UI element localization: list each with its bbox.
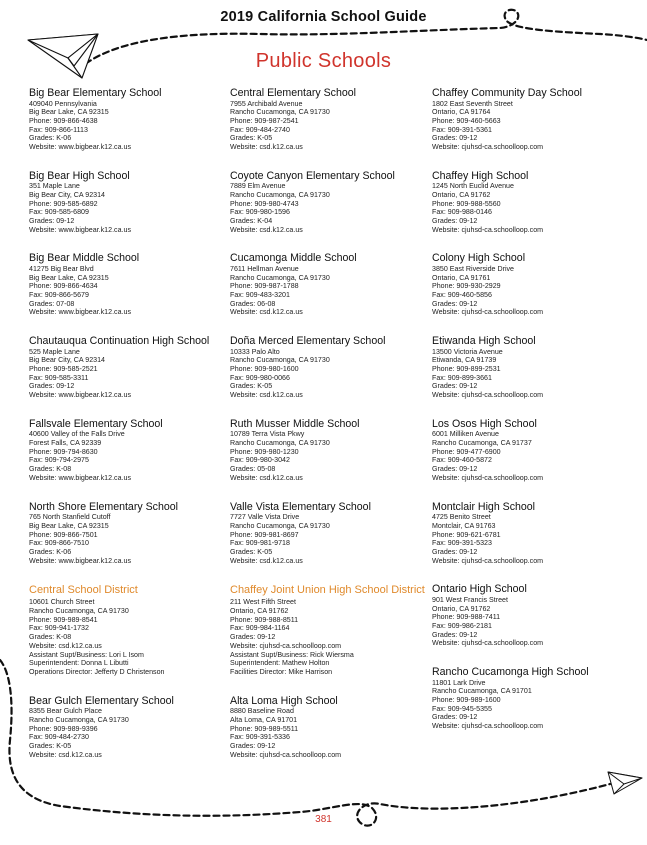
school-name: Chaffey Community Day School xyxy=(432,87,582,99)
entry-detail-line: Fax: 909-866-7510 xyxy=(29,539,89,548)
entry-detail-line: Fax: 909-941-1732 xyxy=(29,624,89,633)
school-entry xyxy=(29,501,225,566)
entry-detail-line: 10601 Church Street xyxy=(29,598,95,607)
district-name: Central School District xyxy=(29,584,138,597)
guide-title: 2019 California School Guide xyxy=(220,9,427,25)
school-name: North Shore Elementary School xyxy=(29,500,178,513)
entry-detail-line: Assistant Supt/Business: Rick Wiersma xyxy=(230,650,354,659)
school-entry xyxy=(29,418,225,483)
entry-detail-line: Rancho Cucamonga, CA 91730 xyxy=(230,521,330,530)
entry-detail-line: 211 West Fifth Street xyxy=(230,598,296,607)
entry-detail-line: Forest Falls, CA 92339 xyxy=(29,439,102,448)
school-name: Ontario High School xyxy=(432,583,527,596)
school-entry xyxy=(230,695,426,760)
entry-detail-line: Big Bear City, CA 92314 xyxy=(29,190,105,199)
entry-detail-line: Fax: 909-980-1596 xyxy=(230,208,290,217)
school-name: Central Elementary School xyxy=(230,87,357,99)
entry-detail-line: Ontario, CA 91762 xyxy=(432,604,491,613)
entry-detail-line: 7727 Valle Vista Drive xyxy=(230,513,300,522)
entry-detail-line: Phone: 909-980-1230 xyxy=(230,447,299,456)
school-name: Cucamonga Middle School xyxy=(230,252,357,265)
school-entry xyxy=(29,170,225,235)
entry-detail-line: Phone: 909-477-6900 xyxy=(432,447,501,456)
entry-detail-line: 1802 East Seventh Street xyxy=(432,99,513,108)
entry-detail-line: Fax: 909-391-5323 xyxy=(432,539,492,548)
entry-detail-line: Fax: 909-945-5355 xyxy=(432,704,492,713)
entry-detail-line: Website: cjuhsd-ca.schoolloop.com xyxy=(432,308,544,317)
entry-detail-line: Grades: 09-12 xyxy=(432,465,478,474)
entry-detail-line: 525 Maple Lane xyxy=(29,347,80,356)
entry-detail-line: Facilities Director: Mike Harrison xyxy=(230,667,333,676)
entry-detail-line: Phone: 909-989-1600 xyxy=(432,695,501,704)
entry-detail-line: Website: cjuhsd-ca.schoolloop.com xyxy=(432,722,544,731)
entry-detail-line: Operations Director: Jefferty D Christenson xyxy=(29,667,165,676)
entry-detail-line: 7611 Hellman Avenue xyxy=(230,264,299,273)
section-title: Public Schools xyxy=(255,50,392,72)
school-entry xyxy=(230,87,426,152)
entry-detail-line: Phone: 909-988-8511 xyxy=(230,615,299,624)
entry-detail-line: Rancho Cucamonga, CA 91730 xyxy=(230,439,330,448)
school-name: Montclair High School xyxy=(432,500,536,513)
entry-detail-line: Website: cjuhsd-ca.schoolloop.com xyxy=(432,143,544,152)
entry-detail-line: 765 North Stanfield Cutoff xyxy=(29,513,111,522)
school-name: Big Bear Elementary School xyxy=(29,87,162,99)
school-entry xyxy=(432,666,628,731)
entry-detail-line: Ontario, CA 91761 xyxy=(432,273,491,282)
entry-detail-line: Grades: K-04 xyxy=(230,217,273,226)
entry-detail-line: Grades: 09-12 xyxy=(432,299,478,308)
entry-detail-line: Phone: 909-988-7411 xyxy=(432,613,501,622)
school-entry xyxy=(432,335,628,400)
entry-detail-line: Fax: 909-585-6809 xyxy=(29,208,89,217)
entry-detail-line: Fax: 909-484-2740 xyxy=(230,125,290,134)
entry-detail-line: Phone: 909-930-2929 xyxy=(432,282,501,291)
entry-detail-line: Website: www.bigbear.k12.ca.us xyxy=(29,391,131,400)
entry-detail-line: Ontario, CA 91762 xyxy=(432,190,491,199)
school-entry xyxy=(29,335,225,400)
school-entry xyxy=(432,252,628,317)
entry-detail-line: 11801 Lark Drive xyxy=(432,678,486,687)
entry-detail-line: Rancho Cucamonga, CA 91701 xyxy=(432,687,532,696)
entry-detail-line: Fax: 909-981-9718 xyxy=(230,539,290,548)
entry-detail-line: 3850 East Riverside Drive xyxy=(432,264,515,273)
entry-detail-line: Big Bear Lake, CA 92315 xyxy=(29,273,109,282)
entry-detail-line: Grades: K-05 xyxy=(230,547,273,556)
entry-detail-line: Grades: 09-12 xyxy=(29,217,75,226)
entry-detail-line: 901 West Francis Street xyxy=(432,595,508,604)
entry-detail-line: 10333 Palo Alto xyxy=(230,347,280,356)
entry-detail-line: Website: csd.k12.ca.us xyxy=(230,308,303,317)
entry-detail-line: Grades: 09-12 xyxy=(432,382,478,391)
school-name: Alta Loma High School xyxy=(230,694,338,707)
paper-airplane-icon-bottom xyxy=(608,772,642,794)
district-entry xyxy=(29,583,225,676)
entry-detail-line: Website: csd.k12.ca.us xyxy=(29,750,102,759)
entry-detail-line: Phone: 909-460-5663 xyxy=(432,116,501,125)
entry-detail-line: Ontario, CA 91764 xyxy=(432,108,491,117)
entry-detail-line: Phone: 909-899-2531 xyxy=(432,365,501,374)
entry-detail-line: Website: csd.k12.ca.us xyxy=(230,143,303,152)
entry-detail-line: Website: csd.k12.ca.us xyxy=(230,473,303,482)
entry-detail-line: 7889 Elm Avenue xyxy=(230,182,286,191)
entry-detail-line: Grades: 09-12 xyxy=(432,217,478,226)
entry-detail-line: Phone: 909-980-1600 xyxy=(230,365,299,374)
entry-detail-line: Fax: 909-980-0066 xyxy=(230,373,290,382)
school-entry xyxy=(230,170,426,235)
entry-detail-line: Website: www.bigbear.k12.ca.us xyxy=(29,225,131,234)
entry-detail-line: Website: csd.k12.ca.us xyxy=(230,556,303,565)
entry-detail-line: Superintendent: Mathew Holton xyxy=(230,659,330,668)
entry-detail-line: Ontario, CA 91762 xyxy=(230,607,289,616)
school-name: Big Bear High School xyxy=(29,169,130,182)
entry-detail-line: Website: www.bigbear.k12.ca.us xyxy=(29,556,131,565)
entry-detail-line: Superintendent: Donna L Libutti xyxy=(29,659,129,668)
district-name: Chaffey Joint Union High School District xyxy=(230,584,425,597)
entry-detail-line: Montclair, CA 91763 xyxy=(432,521,496,530)
entry-detail-line: Website: cjuhsd-ca.schoolloop.com xyxy=(230,750,342,759)
entry-detail-line: Fax: 909-986-2181 xyxy=(432,621,492,630)
entry-detail-line: Website: cjuhsd-ca.schoolloop.com xyxy=(432,391,544,400)
entry-detail-line: Big Bear City, CA 92314 xyxy=(29,356,105,365)
entry-detail-line: Website: cjuhsd-ca.schoolloop.com xyxy=(432,473,544,482)
entry-detail-line: Website: cjuhsd-ca.schoolloop.com xyxy=(432,556,544,565)
school-entry xyxy=(432,418,628,483)
entry-detail-line: Website: www.bigbear.k12.ca.us xyxy=(29,143,131,152)
entry-detail-line: 40600 Valley of the Falls Drive xyxy=(29,430,125,439)
entry-detail-line: Phone: 909-989-5511 xyxy=(230,724,299,733)
school-entry xyxy=(29,252,225,317)
district-entry xyxy=(230,583,426,676)
entry-detail-line: Phone: 909-987-2541 xyxy=(230,116,299,125)
entry-detail-line: 351 Maple Lane xyxy=(29,182,80,191)
entry-detail-line: Big Bear Lake, CA 92315 xyxy=(29,108,109,117)
entry-detail-line: Grades: 09-12 xyxy=(432,630,478,639)
entry-detail-line: Phone: 909-987-1788 xyxy=(230,282,299,291)
entry-detail-line: Grades: 09-12 xyxy=(432,547,478,556)
school-entry xyxy=(432,501,628,566)
entry-detail-line: Rancho Cucamonga, CA 91730 xyxy=(230,356,330,365)
entry-detail-line: Assistant Supt/Business: Lori L Isom xyxy=(29,650,144,659)
entry-detail-line: Grades: 05-08 xyxy=(230,465,276,474)
entry-detail-line: Website: cjuhsd-ca.schoolloop.com xyxy=(432,225,544,234)
entry-detail-line: Fax: 909-585-3311 xyxy=(29,373,89,382)
entry-detail-line: Phone: 909-866-4634 xyxy=(29,282,98,291)
entry-detail-line: Fax: 909-391-5336 xyxy=(230,733,290,742)
entry-detail-line: Phone: 909-981-8697 xyxy=(230,530,299,539)
school-name: Coyote Canyon Elementary School xyxy=(230,169,395,182)
entry-detail-line: Fax: 909-980-3042 xyxy=(230,456,290,465)
entry-detail-line: Fax: 909-899-3661 xyxy=(432,373,492,382)
school-entry xyxy=(230,501,426,566)
entry-detail-line: Grades: 09-12 xyxy=(29,382,75,391)
school-name: Bear Gulch Elementary School xyxy=(29,694,174,707)
entry-detail-line: Grades: 06-08 xyxy=(230,299,276,308)
entry-detail-line: Phone: 909-585-6892 xyxy=(29,199,98,208)
entry-detail-line: Website: cjuhsd-ca.schoolloop.com xyxy=(432,639,544,648)
school-name: Etiwanda High School xyxy=(432,335,536,348)
school-name: Chautauqua Continuation High School xyxy=(29,335,210,348)
entry-detail-line: 6001 Milliken Avenue xyxy=(432,430,499,439)
entry-detail-line: Fax: 909-866-1113 xyxy=(29,125,88,134)
entry-detail-line: Rancho Cucamonga, CA 91730 xyxy=(230,108,330,117)
entry-detail-line: Fax: 909-984-1164 xyxy=(230,624,290,633)
entry-detail-line: Fax: 909-391-5361 xyxy=(432,125,492,134)
entry-detail-line: 409040 Pennsylvania xyxy=(29,99,97,108)
entry-detail-line: Website: csd.k12.ca.us xyxy=(230,225,303,234)
entry-detail-line: Phone: 909-866-7501 xyxy=(29,530,98,539)
entry-detail-line: Grades: 09-12 xyxy=(230,633,276,642)
entry-detail-line: Grades: K-06 xyxy=(29,547,72,556)
school-entry xyxy=(230,252,426,317)
entry-detail-line: Grades: 09-12 xyxy=(432,713,478,722)
entry-detail-line: 1245 North Euclid Avenue xyxy=(432,182,514,191)
entry-detail-line: 8355 Bear Gulch Place xyxy=(29,707,102,716)
entry-detail-line: Phone: 909-989-8541 xyxy=(29,615,98,624)
entry-detail-line: 8880 Baseline Road xyxy=(230,707,294,716)
entry-detail-line: 41275 Big Bear Blvd xyxy=(29,264,94,273)
school-name: Valle Vista Elementary School xyxy=(230,500,371,513)
entry-detail-line: 7955 Archibald Avenue xyxy=(230,99,303,108)
entry-detail-line: Rancho Cucamonga, CA 91730 xyxy=(230,273,330,282)
entry-detail-line: 13500 Victoria Avenue xyxy=(432,347,503,356)
entry-detail-line: Alta Loma, CA 91701 xyxy=(230,715,298,724)
entry-detail-line: Big Bear Lake, CA 92315 xyxy=(29,521,109,530)
entry-detail-line: Phone: 909-621-6781 xyxy=(432,530,501,539)
entry-detail-line: Phone: 909-980-4743 xyxy=(230,199,299,208)
entry-detail-line: Rancho Cucamonga, CA 91730 xyxy=(29,715,129,724)
school-entry xyxy=(432,87,628,152)
school-entry xyxy=(230,335,426,400)
entry-detail-line: Fax: 909-460-5856 xyxy=(432,291,492,300)
directory-column-1 xyxy=(29,87,225,777)
school-entry xyxy=(29,87,225,152)
entry-detail-line: Grades: 09-12 xyxy=(230,741,276,750)
entry-detail-line: Fax: 909-794-2975 xyxy=(29,456,89,465)
school-entry xyxy=(29,695,225,760)
school-name: Rancho Cucamonga High School xyxy=(432,666,589,679)
entry-detail-line: Website: csd.k12.ca.us xyxy=(29,641,102,650)
school-name: Chaffey High School xyxy=(432,169,529,182)
entry-detail-line: Website: cjuhsd-ca.schoolloop.com xyxy=(230,641,342,650)
entry-detail-line: Grades: K-08 xyxy=(29,465,72,474)
page-number: 381 xyxy=(315,814,332,825)
entry-detail-line: Grades: K-05 xyxy=(230,134,273,143)
directory-column-3 xyxy=(432,87,628,749)
school-name: Los Osos High School xyxy=(432,417,537,430)
entry-detail-line: Rancho Cucamonga, CA 91737 xyxy=(432,439,532,448)
school-name: Colony High School xyxy=(432,252,526,265)
school-name: Fallsvale Elementary School xyxy=(29,417,163,430)
entry-detail-line: Phone: 909-585-2521 xyxy=(29,365,98,374)
entry-detail-line: Website: csd.k12.ca.us xyxy=(230,391,303,400)
entry-detail-line: Fax: 909-866-5679 xyxy=(29,291,89,300)
school-entry xyxy=(432,170,628,235)
entry-detail-line: Phone: 909-866-4638 xyxy=(29,116,98,125)
entry-detail-line: Fax: 909-460-5872 xyxy=(432,456,492,465)
entry-detail-line: Fax: 909-483-3201 xyxy=(230,291,290,300)
entry-detail-line: Phone: 909-794-8630 xyxy=(29,447,98,456)
entry-detail-line: Website: www.bigbear.k12.ca.us xyxy=(29,308,131,317)
entry-detail-line: Grades: 09-12 xyxy=(432,134,478,143)
entry-detail-line: Grades: K-06 xyxy=(29,134,72,143)
school-entry xyxy=(432,583,628,648)
entry-detail-line: Rancho Cucamonga, CA 91730 xyxy=(29,607,129,616)
entry-detail-line: Grades: 07-08 xyxy=(29,299,75,308)
school-name: Big Bear Middle School xyxy=(29,252,140,265)
entry-detail-line: Etiwanda, CA 91739 xyxy=(432,356,497,365)
entry-detail-line: 10789 Terra Vista Pkwy xyxy=(230,430,305,439)
entry-detail-line: Phone: 909-988-5560 xyxy=(432,199,501,208)
school-entry xyxy=(230,418,426,483)
entry-detail-line: 4725 Benito Street xyxy=(432,513,491,522)
school-name: Ruth Musser Middle School xyxy=(230,417,360,430)
school-name: Doña Merced Elementary School xyxy=(230,335,386,348)
entry-detail-line: Fax: 909-484-2730 xyxy=(29,733,89,742)
entry-detail-line: Fax: 909-988-0146 xyxy=(432,208,492,217)
entry-detail-line: Grades: K-05 xyxy=(230,382,273,391)
entry-detail-line: Phone: 909-989-9396 xyxy=(29,724,98,733)
entry-detail-line: Website: www.bigbear.k12.ca.us xyxy=(29,473,131,482)
entry-detail-line: Grades: K-05 xyxy=(29,741,72,750)
entry-detail-line: Grades: K-08 xyxy=(29,633,72,642)
entry-detail-line: Rancho Cucamonga, CA 91730 xyxy=(230,190,330,199)
directory-column-2 xyxy=(230,87,426,777)
